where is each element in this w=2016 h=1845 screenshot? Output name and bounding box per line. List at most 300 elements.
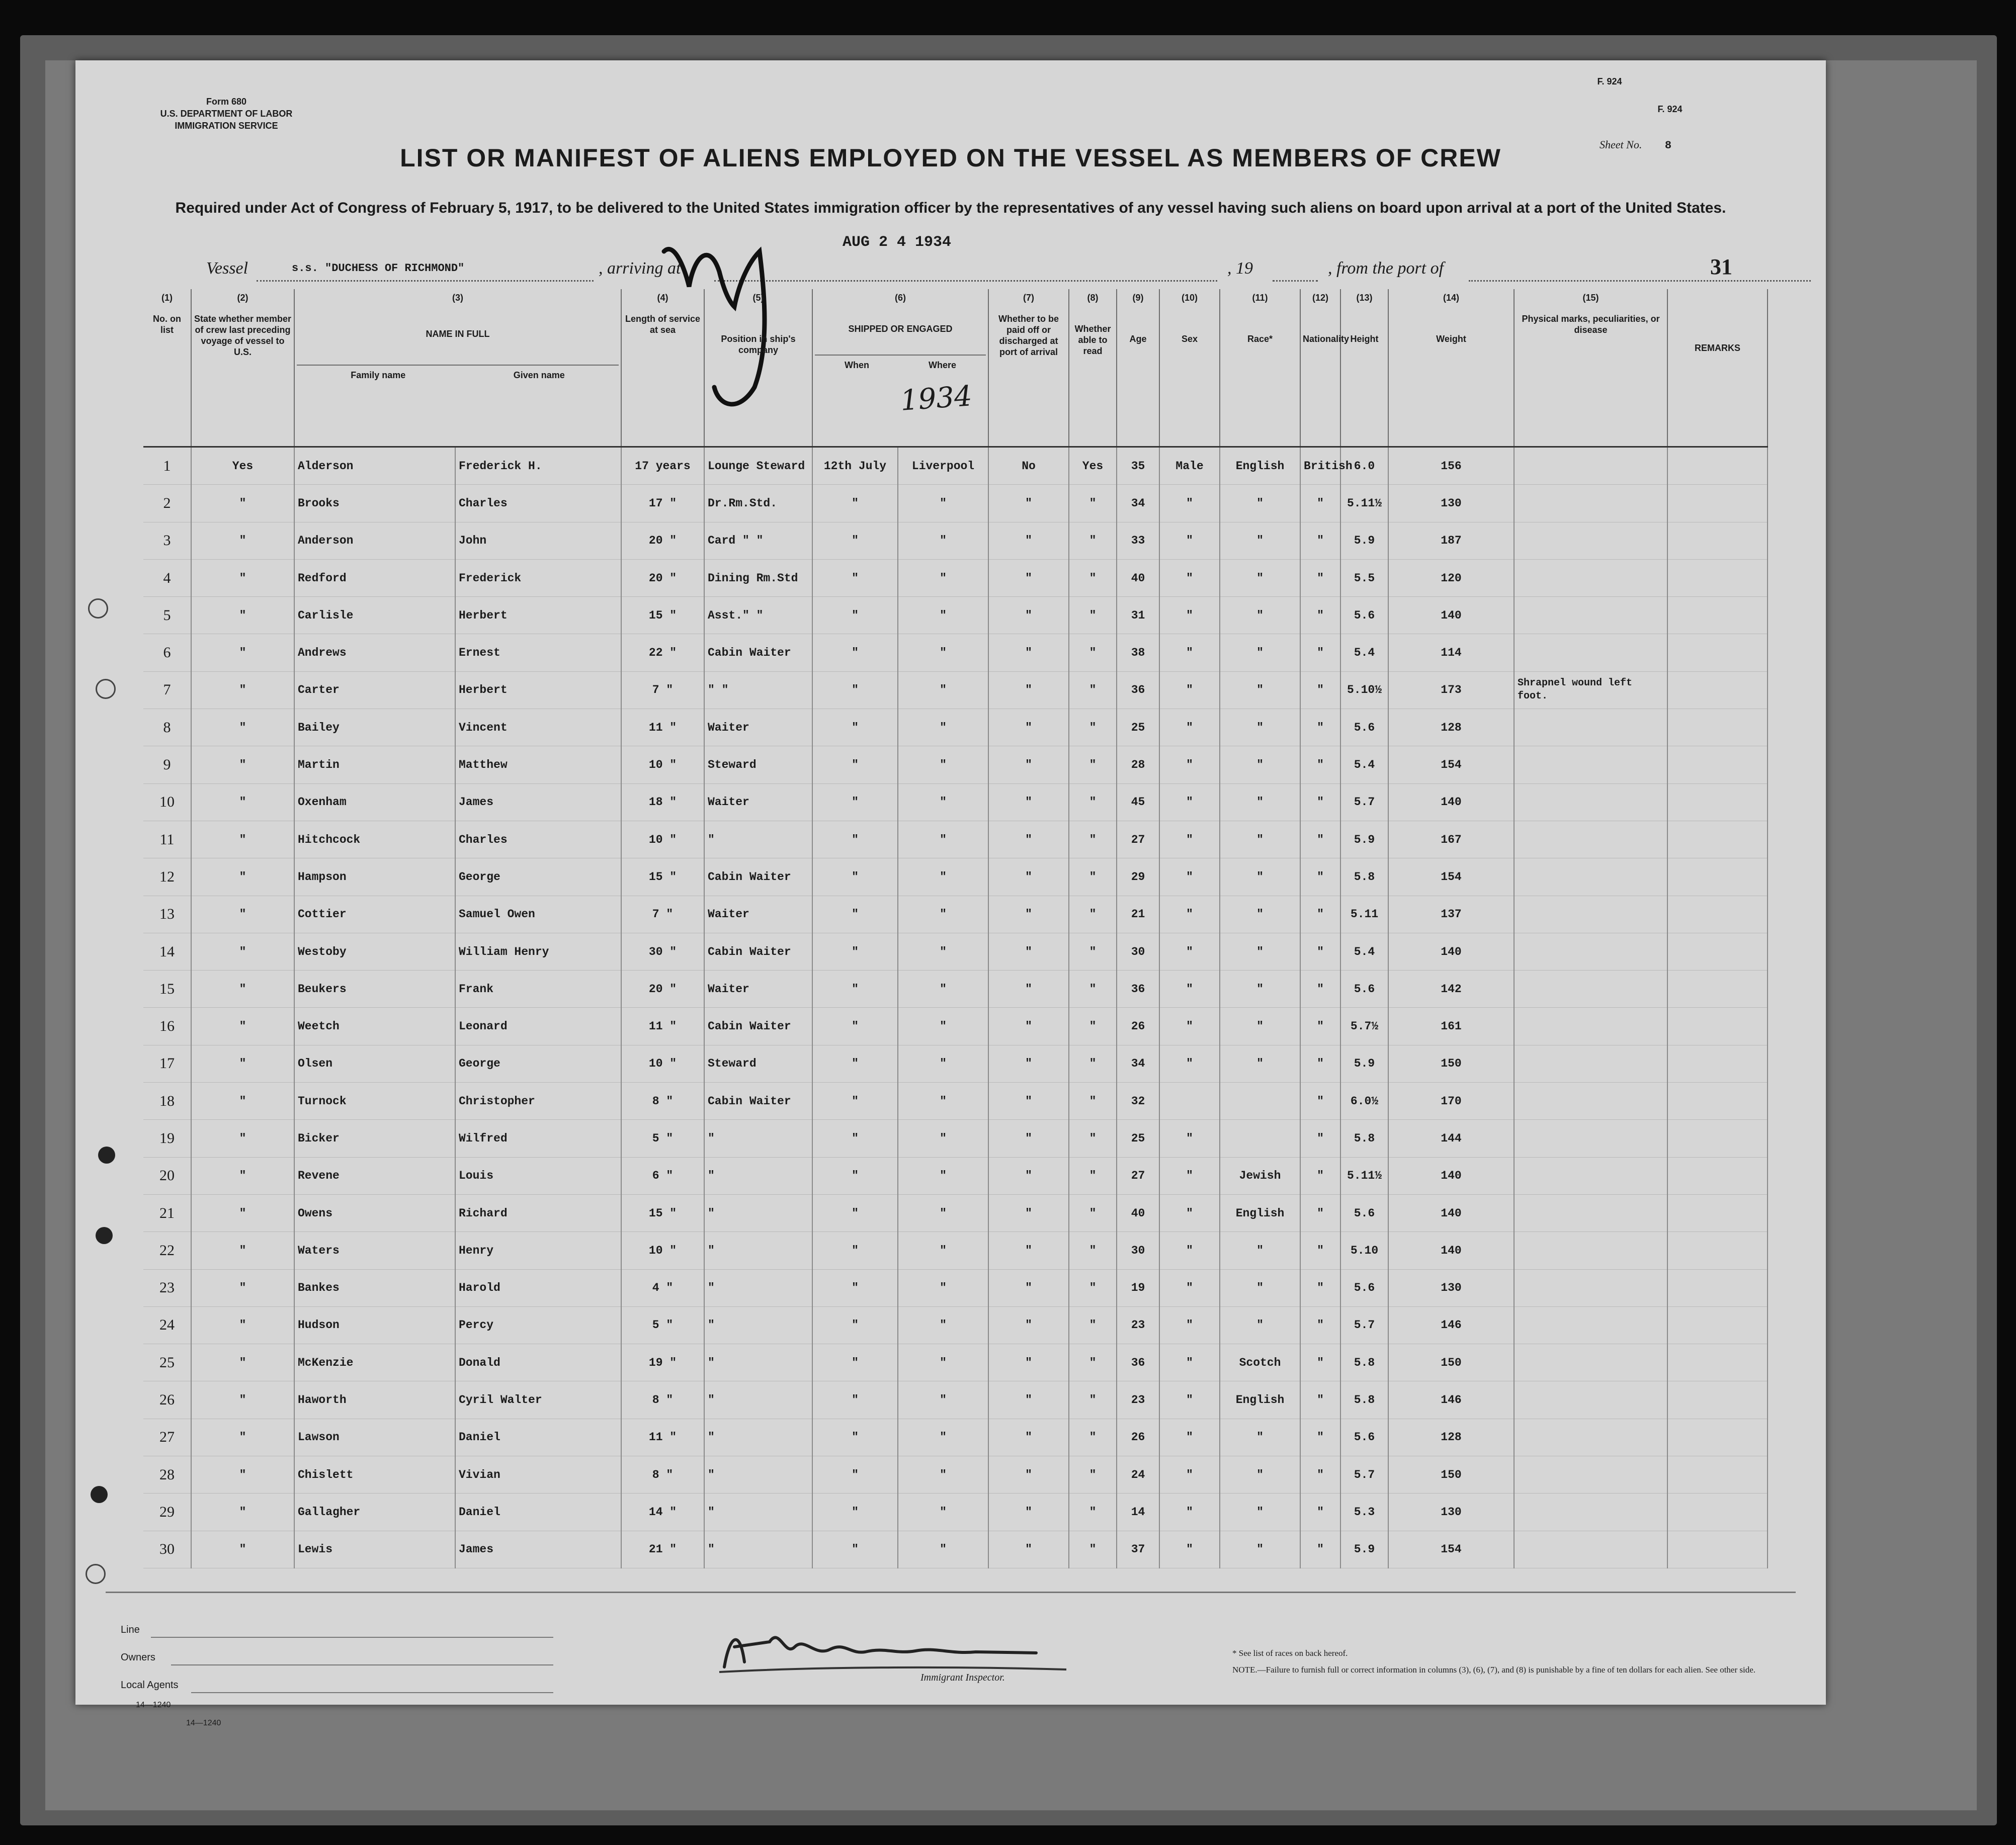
cell-marks: [1514, 485, 1667, 522]
year-label: , 19: [1227, 259, 1253, 278]
cell-paid: ": [988, 522, 1069, 559]
cell-paid: ": [988, 746, 1069, 783]
service: IMMIGRATION SERVICE: [175, 121, 278, 131]
cell-paid: ": [988, 634, 1069, 671]
cell-where: ": [898, 1194, 988, 1232]
cell-height: 5.6: [1340, 709, 1388, 746]
cell-prev: ": [191, 1531, 294, 1568]
cell-prev: ": [191, 1493, 294, 1531]
cell-read: ": [1069, 1269, 1117, 1306]
cell-age: 40: [1117, 559, 1159, 596]
cell-no: 6: [143, 634, 191, 671]
cell-read: ": [1069, 671, 1117, 709]
cell-family: McKenzie: [294, 1344, 455, 1381]
cell-race: ": [1220, 746, 1300, 783]
cell-height: 5.9: [1340, 522, 1388, 559]
cell-weight: 140: [1388, 1194, 1514, 1232]
cell-nat: ": [1300, 746, 1340, 783]
cell-when: ": [812, 1232, 898, 1269]
cell-family: Chislett: [294, 1456, 455, 1493]
cell-service: 7 ": [621, 671, 704, 709]
cell-sex: ": [1159, 597, 1220, 634]
cell-prev: ": [191, 1232, 294, 1269]
cell-prev: ": [191, 1381, 294, 1419]
cell-read: ": [1069, 1344, 1117, 1381]
cell-service: 21 ": [621, 1531, 704, 1568]
cell-weight: 130: [1388, 1493, 1514, 1531]
cell-no: 13: [143, 896, 191, 933]
cell-age: 26: [1117, 1419, 1159, 1456]
cell-read: ": [1069, 896, 1117, 933]
cell-where: ": [898, 1493, 988, 1531]
cell-no: 23: [143, 1269, 191, 1306]
cell-position: ": [704, 1232, 812, 1269]
cell-when: ": [812, 1157, 898, 1194]
vessel-line: [206, 259, 1690, 284]
cell-age: 24: [1117, 1456, 1159, 1493]
cell-sex: ": [1159, 522, 1220, 559]
cell-remarks: [1667, 1083, 1768, 1120]
cell-family: Hudson: [294, 1306, 455, 1344]
cell-family: Carter: [294, 671, 455, 709]
cell-age: 30: [1117, 1232, 1159, 1269]
cell-height: 5.6: [1340, 1419, 1388, 1456]
cell-prev: ": [191, 1008, 294, 1045]
col-header-no: (1) No. on list: [143, 289, 191, 447]
cell-age: 32: [1117, 1083, 1159, 1120]
cell-weight: 150: [1388, 1456, 1514, 1493]
cell-nat: British: [1300, 447, 1340, 485]
cell-family: Carlisle: [294, 597, 455, 634]
cell-when: ": [812, 485, 898, 522]
cell-where: ": [898, 858, 988, 896]
cell-service: 11 ": [621, 1419, 704, 1456]
cell-prev: ": [191, 597, 294, 634]
cell-marks: [1514, 1083, 1667, 1120]
cell-read: ": [1069, 485, 1117, 522]
table-row: [143, 783, 1768, 821]
cell-sex: ": [1159, 1008, 1220, 1045]
table-row: [143, 858, 1768, 896]
cell-race: ": [1220, 783, 1300, 821]
cell-age: 36: [1117, 971, 1159, 1008]
cell-position: Lounge Steward: [704, 447, 812, 485]
cell-weight: 130: [1388, 1269, 1514, 1306]
cell-prev: ": [191, 746, 294, 783]
col-header-physical-marks: (15) Physical marks, peculiarities, or disease: [1514, 289, 1667, 447]
cell-where: Liverpool: [898, 447, 988, 485]
cell-nat: ": [1300, 1045, 1340, 1082]
cell-service: 11 ": [621, 709, 704, 746]
cell-family: Andrews: [294, 634, 455, 671]
cell-prev: ": [191, 1157, 294, 1194]
cell-marks: [1514, 1157, 1667, 1194]
cell-paid: ": [988, 1232, 1069, 1269]
cell-age: 23: [1117, 1381, 1159, 1419]
cell-where: ": [898, 896, 988, 933]
cell-race: ": [1220, 933, 1300, 970]
cell-nat: ": [1300, 858, 1340, 896]
cell-marks: [1514, 1194, 1667, 1232]
inspector-signature: [714, 1607, 1076, 1682]
cell-marks: [1514, 1232, 1667, 1269]
punch-hole: [96, 1227, 113, 1244]
cell-weight: 128: [1388, 709, 1514, 746]
cell-age: 37: [1117, 1531, 1159, 1568]
cell-nat: ": [1300, 1381, 1340, 1419]
cell-where: ": [898, 1008, 988, 1045]
cell-sex: ": [1159, 1456, 1220, 1493]
cell-marks: [1514, 522, 1667, 559]
cell-paid: ": [988, 933, 1069, 970]
cell-race: ": [1220, 559, 1300, 596]
cell-race: English: [1220, 1381, 1300, 1419]
cell-given: Louis: [455, 1157, 621, 1194]
cell-given: Wilfred: [455, 1120, 621, 1157]
cell-prev: ": [191, 1083, 294, 1120]
cell-where: ": [898, 709, 988, 746]
cell-race: ": [1220, 1232, 1300, 1269]
cell-family: Alderson: [294, 447, 455, 485]
cell-nat: ": [1300, 1493, 1340, 1531]
cell-prev: ": [191, 634, 294, 671]
cell-marks: [1514, 1269, 1667, 1306]
cell-paid: ": [988, 858, 1069, 896]
cell-given: Christopher: [455, 1083, 621, 1120]
cell-nat: ": [1300, 1194, 1340, 1232]
cell-sex: ": [1159, 1120, 1220, 1157]
cell-race: [1220, 1120, 1300, 1157]
table-row: [143, 1531, 1768, 1568]
owners-label: Owners: [121, 1652, 155, 1663]
cell-height: 5.6: [1340, 1194, 1388, 1232]
cell-nat: ": [1300, 783, 1340, 821]
cell-paid: ": [988, 971, 1069, 1008]
cell-where: ": [898, 1120, 988, 1157]
cell-paid: ": [988, 1381, 1069, 1419]
arriving-label: , arriving at: [599, 259, 681, 278]
cell-race: ": [1220, 858, 1300, 896]
cell-height: 5.9: [1340, 1531, 1388, 1568]
cell-read: Yes: [1069, 447, 1117, 485]
cell-service: 15 ": [621, 597, 704, 634]
cell-position: Steward: [704, 746, 812, 783]
cell-given: Frank: [455, 971, 621, 1008]
cell-service: 11 ": [621, 1008, 704, 1045]
cell-when: ": [812, 783, 898, 821]
cell-weight: 137: [1388, 896, 1514, 933]
cell-read: ": [1069, 1157, 1117, 1194]
cell-height: 5.11½: [1340, 1157, 1388, 1194]
f-code: F. 924: [1657, 104, 1683, 114]
cell-when: ": [812, 971, 898, 1008]
cell-service: 19 ": [621, 1344, 704, 1381]
cell-given: Charles: [455, 485, 621, 522]
cell-when: ": [812, 671, 898, 709]
col-header-nationality: (12) Nationality: [1300, 289, 1340, 447]
cell-remarks: [1667, 671, 1768, 709]
cell-given: Daniel: [455, 1419, 621, 1456]
table-row: [143, 671, 1768, 709]
cell-age: 25: [1117, 1120, 1159, 1157]
cell-no: 1: [143, 447, 191, 485]
sheet-label: Sheet No.: [1600, 138, 1642, 151]
cell-when: ": [812, 1269, 898, 1306]
cell-no: 12: [143, 858, 191, 896]
cell-when: ": [812, 858, 898, 896]
cell-no: 16: [143, 1008, 191, 1045]
cell-given: George: [455, 858, 621, 896]
cell-height: 5.7: [1340, 783, 1388, 821]
cell-position: Cabin Waiter: [704, 1083, 812, 1120]
table-row: [143, 597, 1768, 634]
cell-service: 4 ": [621, 1269, 704, 1306]
cell-position: Dining Rm.Std: [704, 559, 812, 596]
cell-service: 8 ": [621, 1381, 704, 1419]
cell-sex: ": [1159, 783, 1220, 821]
cell-race: ": [1220, 1269, 1300, 1306]
cell-paid: ": [988, 1045, 1069, 1082]
cell-sex: ": [1159, 709, 1220, 746]
col-header-height: (13) Height: [1340, 289, 1388, 447]
cell-no: 24: [143, 1306, 191, 1344]
cell-service: 30 ": [621, 933, 704, 970]
cell-age: 31: [1117, 597, 1159, 634]
cell-age: 45: [1117, 783, 1159, 821]
cell-sex: ": [1159, 971, 1220, 1008]
table-row: [143, 1419, 1768, 1456]
cell-remarks: [1667, 709, 1768, 746]
table-row: [143, 896, 1768, 933]
cell-when: ": [812, 597, 898, 634]
cell-family: Waters: [294, 1232, 455, 1269]
cell-nat: ": [1300, 485, 1340, 522]
cell-service: 20 ": [621, 971, 704, 1008]
cell-when: ": [812, 634, 898, 671]
cell-service: 8 ": [621, 1083, 704, 1120]
cell-marks: [1514, 709, 1667, 746]
cell-family: Owens: [294, 1194, 455, 1232]
col-header-previous-voyage: (2) State whether member of crew last preceding voyage of vessel to U.S.: [191, 289, 294, 447]
cell-prev: ": [191, 559, 294, 596]
cell-when: ": [812, 1344, 898, 1381]
cell-family: Olsen: [294, 1045, 455, 1082]
cell-remarks: [1667, 1157, 1768, 1194]
cell-height: 5.11½: [1340, 485, 1388, 522]
cell-no: 8: [143, 709, 191, 746]
cell-when: ": [812, 1008, 898, 1045]
cell-height: 5.4: [1340, 634, 1388, 671]
cell-race: ": [1220, 1045, 1300, 1082]
cell-marks: [1514, 1306, 1667, 1344]
cell-no: 18: [143, 1083, 191, 1120]
cell-sex: ": [1159, 858, 1220, 896]
cell-read: ": [1069, 634, 1117, 671]
cell-weight: 146: [1388, 1381, 1514, 1419]
cell-family: Lewis: [294, 1531, 455, 1568]
cell-read: ": [1069, 1381, 1117, 1419]
cell-weight: 144: [1388, 1120, 1514, 1157]
cell-race: ": [1220, 522, 1300, 559]
cell-when: ": [812, 1531, 898, 1568]
table-header-row: [143, 289, 1768, 447]
cell-weight: 156: [1388, 447, 1514, 485]
cell-sex: ": [1159, 559, 1220, 596]
cell-paid: ": [988, 783, 1069, 821]
cell-age: 25: [1117, 709, 1159, 746]
cell-family: Anderson: [294, 522, 455, 559]
cell-given: Harold: [455, 1269, 621, 1306]
cell-family: Martin: [294, 746, 455, 783]
cell-service: 7 ": [621, 896, 704, 933]
cell-sex: ": [1159, 1045, 1220, 1082]
cell-service: 17 years: [621, 447, 704, 485]
cell-where: ": [898, 522, 988, 559]
form-number: Form 680: [206, 97, 247, 107]
cell-paid: ": [988, 1269, 1069, 1306]
cell-nat: ": [1300, 1157, 1340, 1194]
cell-marks: [1514, 447, 1667, 485]
cell-race: ": [1220, 821, 1300, 858]
col-header-where: Where: [929, 360, 957, 370]
cell-nat: ": [1300, 1531, 1340, 1568]
cell-read: ": [1069, 971, 1117, 1008]
cell-read: ": [1069, 1008, 1117, 1045]
cell-family: Bankes: [294, 1269, 455, 1306]
col-header-given-name: Given name: [513, 370, 565, 380]
owners-rule: [171, 1664, 553, 1665]
form-header: [131, 96, 322, 132]
page-title: LIST OR MANIFEST OF ALIENS EMPLOYED ON THE VESSEL AS MEMBERS OF CREW: [400, 144, 1501, 172]
cell-service: 15 ": [621, 858, 704, 896]
cell-age: 35: [1117, 447, 1159, 485]
cell-nat: ": [1300, 1456, 1340, 1493]
cell-position: Waiter: [704, 709, 812, 746]
cell-service: 5 ": [621, 1306, 704, 1344]
cell-position: ": [704, 1120, 812, 1157]
cell-family: Cottier: [294, 896, 455, 933]
cell-remarks: [1667, 1120, 1768, 1157]
cell-paid: No: [988, 447, 1069, 485]
cell-family: Westoby: [294, 933, 455, 970]
cell-weight: 154: [1388, 858, 1514, 896]
cell-service: 18 ": [621, 783, 704, 821]
cell-race: ": [1220, 671, 1300, 709]
cell-read: ": [1069, 783, 1117, 821]
race-note: * See list of races on back hereof.: [1232, 1648, 1348, 1658]
cell-remarks: [1667, 858, 1768, 896]
cell-height: 5.4: [1340, 746, 1388, 783]
cell-age: 23: [1117, 1306, 1159, 1344]
cell-prev: ": [191, 821, 294, 858]
table-row: [143, 1083, 1768, 1120]
cell-paid: ": [988, 1194, 1069, 1232]
cell-age: 27: [1117, 821, 1159, 858]
cell-when: ": [812, 1083, 898, 1120]
cell-age: 28: [1117, 746, 1159, 783]
vessel-name: s.s. "DUCHESS OF RICHMOND": [292, 262, 465, 275]
cell-remarks: [1667, 746, 1768, 783]
cell-height: 5.6: [1340, 1269, 1388, 1306]
page-subtitle: Required under Act of Congress of February 5, 1917, to be delivered to the United States immigration officer by the representatives of any vessel having such aliens on board upon arrival at a port of the United States.: [175, 200, 1726, 216]
cell-sex: ": [1159, 821, 1220, 858]
cell-remarks: [1667, 1456, 1768, 1493]
cell-no: 10: [143, 783, 191, 821]
cell-read: ": [1069, 1493, 1117, 1531]
cell-weight: 130: [1388, 485, 1514, 522]
cell-position: ": [704, 1456, 812, 1493]
line-label: Line: [121, 1624, 140, 1635]
footer-rule: [106, 1592, 1796, 1593]
cell-sex: Male: [1159, 447, 1220, 485]
cell-position: ": [704, 1269, 812, 1306]
cell-read: ": [1069, 858, 1117, 896]
cell-given: Percy: [455, 1306, 621, 1344]
cell-no: 7: [143, 671, 191, 709]
cell-when: ": [812, 896, 898, 933]
table-row: [143, 634, 1768, 671]
col-header-sex: (10) Sex: [1159, 289, 1220, 447]
punch-hole: [88, 598, 108, 619]
cell-no: 4: [143, 559, 191, 596]
cell-when: ": [812, 933, 898, 970]
cell-height: 5.8: [1340, 1344, 1388, 1381]
cell-age: 29: [1117, 858, 1159, 896]
cell-height: 5.9: [1340, 1045, 1388, 1082]
cell-position: ": [704, 1531, 812, 1568]
cell-read: ": [1069, 821, 1117, 858]
cell-position: Cabin Waiter: [704, 1008, 812, 1045]
cell-where: ": [898, 1531, 988, 1568]
cell-race: ": [1220, 1419, 1300, 1456]
cell-marks: [1514, 634, 1667, 671]
cell-where: ": [898, 1306, 988, 1344]
cell-remarks: [1667, 933, 1768, 970]
cell-paid: ": [988, 709, 1069, 746]
cell-weight: 140: [1388, 933, 1514, 970]
cell-position: ": [704, 1157, 812, 1194]
cell-race: ": [1220, 485, 1300, 522]
cell-read: ": [1069, 1456, 1117, 1493]
manifest-sheet: [75, 60, 1826, 1727]
cell-read: ": [1069, 746, 1117, 783]
cell-given: Donald: [455, 1344, 621, 1381]
cell-prev: ": [191, 1045, 294, 1082]
cell-read: ": [1069, 1120, 1117, 1157]
cell-nat: ": [1300, 1232, 1340, 1269]
cell-nat: ": [1300, 709, 1340, 746]
cell-sex: ": [1159, 1306, 1220, 1344]
cell-family: Bicker: [294, 1120, 455, 1157]
cell-position: Cabin Waiter: [704, 634, 812, 671]
cell-when: ": [812, 559, 898, 596]
cell-when: ": [812, 746, 898, 783]
cell-race: ": [1220, 1008, 1300, 1045]
department: U.S. DEPARTMENT OF LABOR: [160, 109, 293, 119]
cell-position: Waiter: [704, 971, 812, 1008]
table-row: [143, 1456, 1768, 1493]
cell-when: ": [812, 1381, 898, 1419]
cell-remarks: [1667, 1269, 1768, 1306]
col-header-remarks: REMARKS: [1667, 289, 1768, 447]
cell-where: ": [898, 1456, 988, 1493]
cell-remarks: [1667, 522, 1768, 559]
cell-when: ": [812, 1456, 898, 1493]
cell-no: 17: [143, 1045, 191, 1082]
table-row: [143, 485, 1768, 522]
cell-sex: ": [1159, 1194, 1220, 1232]
cell-remarks: [1667, 1381, 1768, 1419]
